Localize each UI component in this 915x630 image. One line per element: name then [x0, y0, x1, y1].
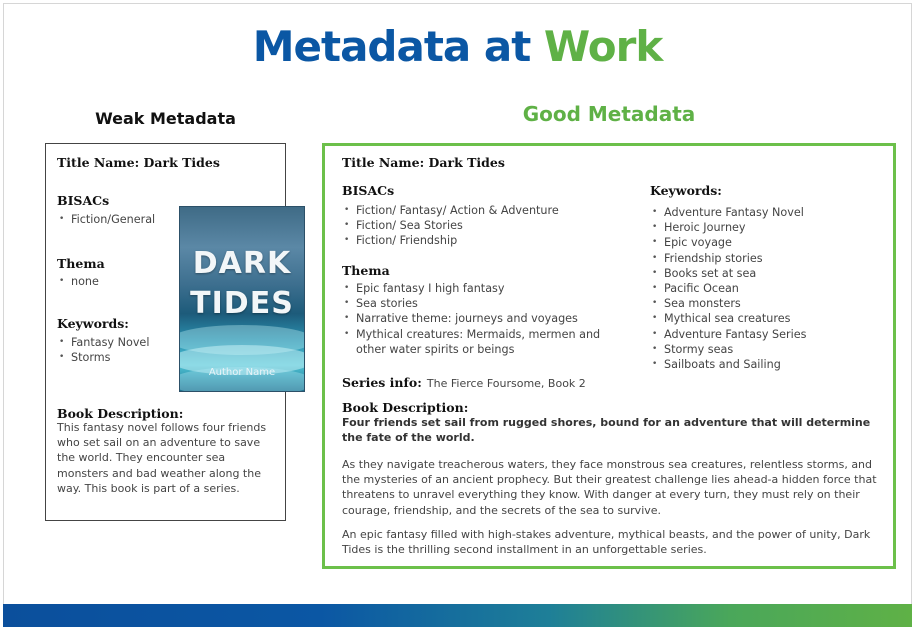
list-item: • Mythical sea creatures	[650, 311, 885, 326]
cover-author: Author Name	[208, 367, 276, 378]
good-keywords-heading: Keywords:	[650, 183, 722, 198]
list-item: • Friendship stories	[650, 251, 885, 266]
list-item: • Stormy seas	[650, 342, 885, 357]
list-item: • Fiction/ Friendship	[342, 233, 622, 248]
good-title-name: Title Name: Dark Tides	[342, 155, 505, 170]
list-item: • Heroic Journey	[650, 220, 885, 235]
good-keywords-list	[650, 205, 885, 372]
cover-title-line2: TIDES	[190, 286, 294, 321]
good-thema-heading: Thema	[342, 263, 390, 278]
list-item: • Fiction/General	[57, 212, 155, 227]
good-metadata-heading: Good Metadata	[522, 102, 696, 126]
good-bisacs-list	[342, 203, 622, 249]
list-item: • none	[57, 274, 99, 289]
list-item: • Sea monsters	[650, 296, 885, 311]
list-item: • Pacific Ocean	[650, 281, 885, 296]
good-series-info	[342, 372, 586, 391]
title-part-green: Work	[543, 22, 663, 71]
list-item: • Adventure Fantasy Novel	[650, 205, 885, 220]
footer-gradient-bar	[3, 604, 912, 627]
weak-description: This fantasy novel follows four friends who set sail on an adventure to save the world. They encounter sea monsters and bad weather along the way. This book is part of a series.	[57, 421, 267, 495]
good-description-lead: Four friends set sail from rugged shores, bound for an adventure that will determine the fate of the world.	[342, 416, 871, 445]
weak-keywords-heading: Keywords:	[57, 316, 129, 331]
list-item: • Adventure Fantasy Series	[650, 327, 885, 342]
list-item: • Storms	[57, 350, 149, 365]
weak-keywords-list	[57, 335, 149, 365]
weak-title-name: Title Name: Dark Tides	[57, 155, 220, 170]
weak-thema-list	[57, 274, 99, 289]
weak-bisacs-heading: BISACs	[57, 193, 110, 208]
list-item: • Epic fantasy I high fantasy	[342, 281, 607, 296]
list-item: • Fiction/ Sea Stories	[342, 218, 622, 233]
good-description-paragraph-2: An epic fantasy filled with high-stakes adventure, mythical beasts, and the power of unity, Dark Tides is the thrilling second installment in an unforgettable series.	[342, 528, 871, 557]
list-item: • Fiction/ Fantasy/ Action & Adventure	[342, 203, 622, 218]
list-item: • Books set at sea	[650, 266, 885, 281]
list-item: • Narrative theme: journeys and voyages	[342, 311, 607, 326]
book-cover-image	[180, 207, 304, 391]
good-bisacs-heading: BISACs	[342, 183, 395, 198]
series-info-value: The Fierce Foursome, Book 2	[426, 377, 586, 390]
list-item: • Sea stories	[342, 296, 607, 311]
weak-metadata-heading: Weak Metadata	[95, 109, 236, 128]
good-description-heading: Book Description:	[342, 400, 469, 415]
list-item: • Epic voyage	[650, 235, 885, 250]
weak-description-heading: Book Description:	[57, 406, 184, 421]
good-description-paragraph-1: As they navigate treacherous waters, they face monstrous sea creatures, relentless storms, and the mysteries of an ancient prophecy. But their greatest challenge lies ahead-a hidden force that threatens to unravel everything they know. With danger at every turn, they must rely on their courage, friendship, and the secrets of the sea to survive.	[342, 458, 877, 517]
list-item: • Sailboats and Sailing	[650, 357, 885, 372]
good-thema-list	[342, 281, 607, 357]
weak-thema-heading: Thema	[57, 256, 105, 271]
list-item: • Fantasy Novel	[57, 335, 149, 350]
page-title	[0, 22, 915, 71]
cover-title-line1: DARK	[192, 246, 292, 281]
list-item: • Mythical creatures: Mermaids, mermen and other water spirits or beings	[342, 327, 607, 357]
series-info-label: Series info:	[342, 375, 422, 390]
weak-bisacs-list	[57, 212, 155, 227]
title-part-blue: Metadata at	[252, 22, 531, 71]
